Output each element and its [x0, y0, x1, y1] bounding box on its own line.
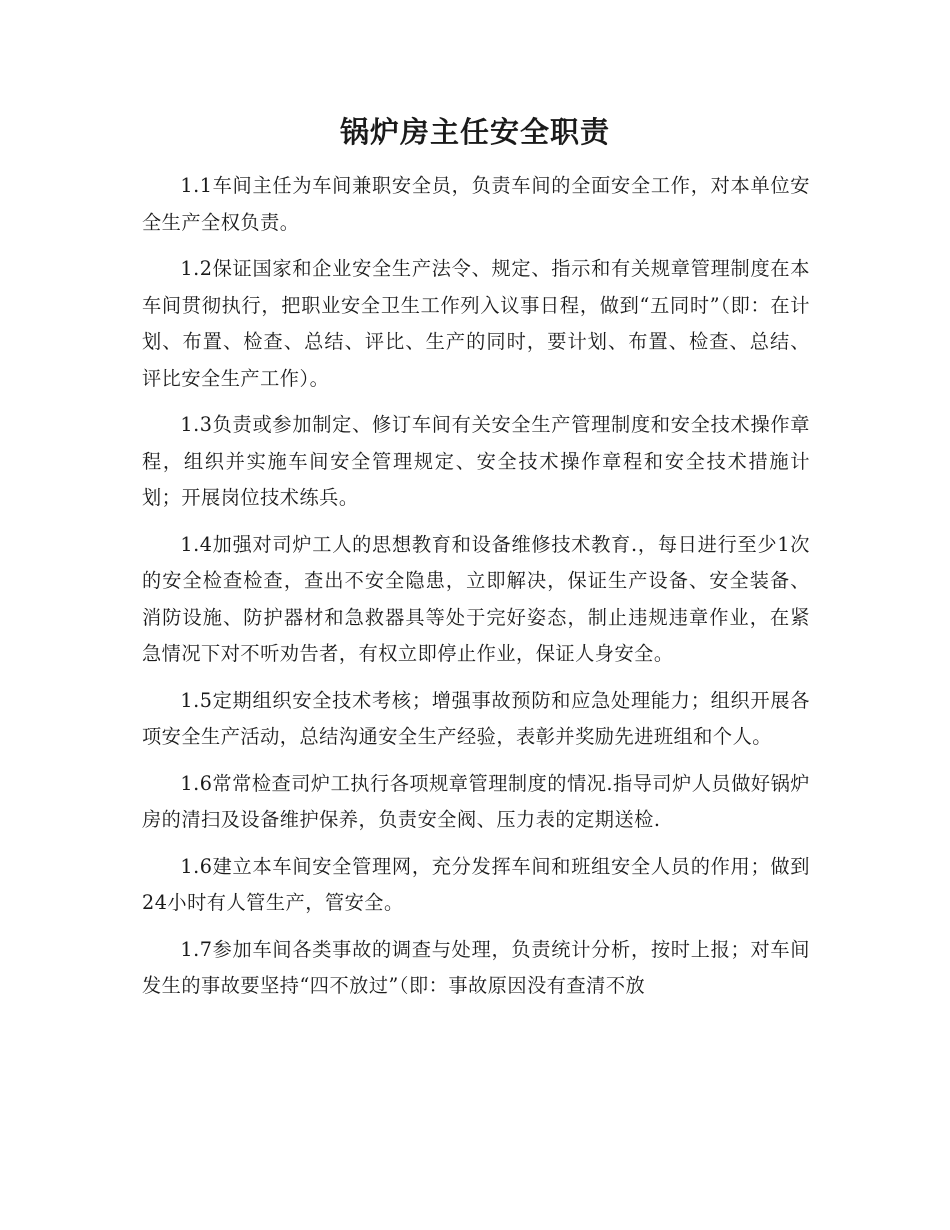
document-body: [142, 168, 810, 1015]
paragraph-1-1: 1.1车间主任为车间兼职安全员，负责车间的全面安全工作，对本单位安全生产全权负责。: [142, 174, 810, 234]
paragraph-1-6a: 1.6常常检查司炉工执行各项规章管理制度的情况.指导司炉人员做好锅炉房的清扫及设备维护保养，负责安全阀、压力表的定期送检.: [142, 771, 810, 831]
paragraph-1-5: 1.5定期组织安全技术考核；增强事故预防和应急处理能力；组织开展各项安全生产活动，总结沟通安全生产经验，表彰并奖励先进班组和个人。: [142, 688, 810, 748]
document-title: 锅炉房主任安全职责: [339, 115, 610, 149]
paragraph-1-3: 1.3负责或参加制定、修订车间有关安全生产管理制度和安全技术操作章程，组织并实施车间安全管理规定、安全技术操作章程和安全技术措施计划；开展岗位技术练兵。: [142, 413, 810, 509]
paragraph-1-2: 1.2保证国家和企业安全生产法令、规定、指示和有关规章管理制度在本车间贯彻执行，把职业安全卫生工作列入议事日程，做到“五同时”（即：在计划、布置、检查、总结、评比、生产的同时，要计划、布置、检查、总结、评比安全生产工作）。: [142, 257, 810, 390]
paragraph-1-6b: 1.6建立本车间安全管理网，充分发挥车间和班组安全人员的作用；做到24小时有人管生产，管安全。: [142, 854, 810, 914]
paragraph-1-4: 1.4加强对司炉工人的思想教育和设备维修技术教育.，每日进行至少1次的安全检查检查，查出不安全隐患，立即解决，保证生产设备、安全装备、消防设施、防护器材和急救器具等处于完好姿态，制止违规违章作业，在紧急情况下对不听劝告者，有权立即停止作业，保证人身安全。: [142, 532, 810, 665]
paragraph-1-7: 1.7参加车间各类事故的调查与处理，负责统计分析，按时上报；对车间发生的事故要坚持“四不放过”（即：事故原因没有查清不放: [142, 937, 810, 997]
